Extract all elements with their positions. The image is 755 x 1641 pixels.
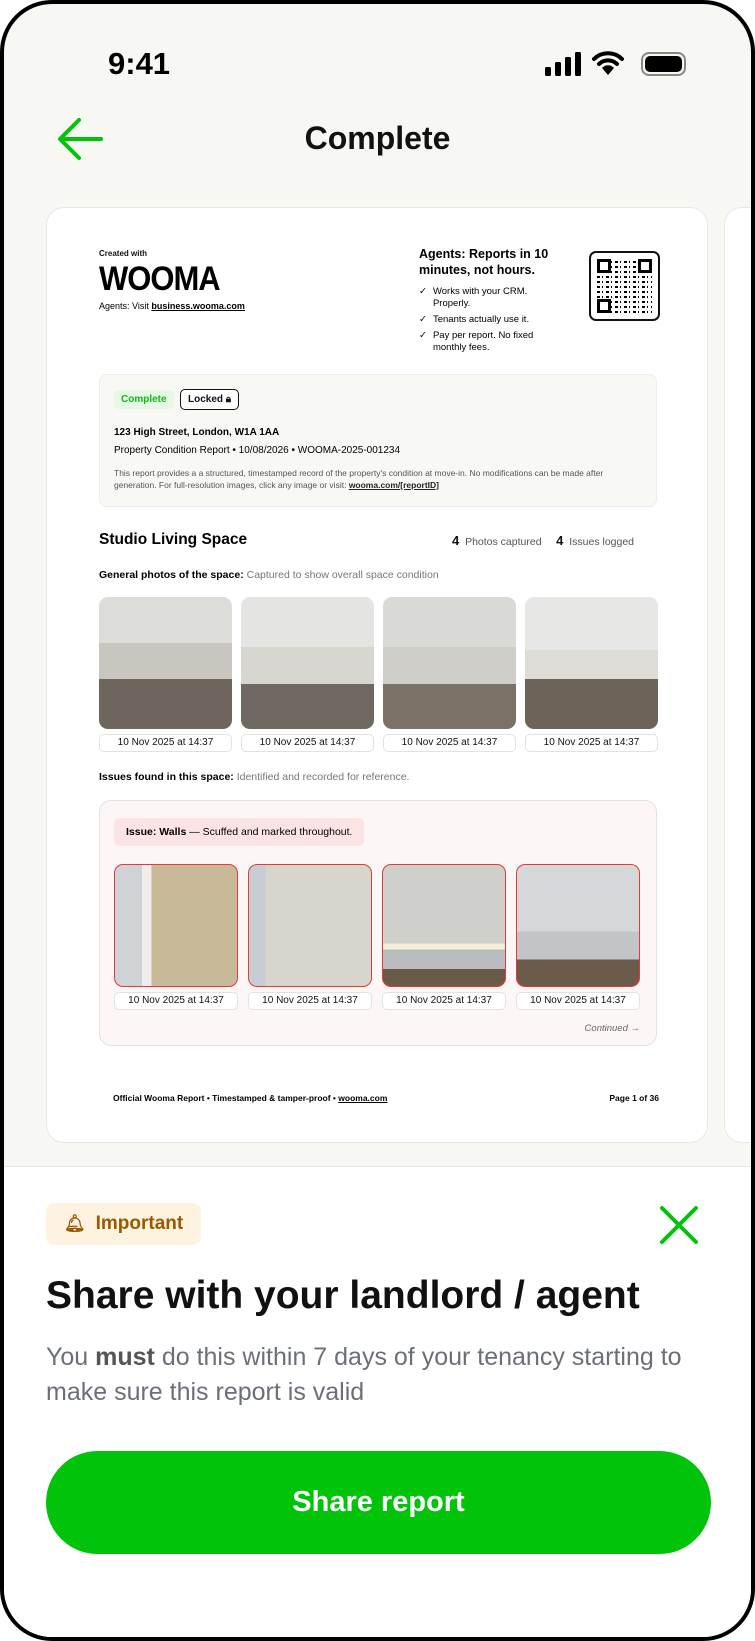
issue-photo[interactable] (114, 864, 238, 987)
room-title: Studio Living Space (99, 531, 248, 548)
issue-title: Issue: Walls — Scuffed and marked throughout. (114, 818, 364, 846)
page-number: Page 1 of 36 (609, 1093, 659, 1103)
issue-photo[interactable] (382, 864, 506, 987)
next-page-preview[interactable] (724, 207, 755, 1143)
photo-timestamp: 10 Nov 2025 at 14:37 (99, 734, 232, 752)
photo-timestamp: 10 Nov 2025 at 14:37 (241, 734, 374, 752)
wifi-icon (592, 50, 624, 76)
signal-icon (545, 52, 583, 76)
promo-points (419, 286, 549, 358)
sheet-body: You must do this within 7 days of your tenancy starting to make sure this report is valid (46, 1343, 682, 1406)
close-icon[interactable] (659, 1205, 699, 1245)
share-sheet (4, 1166, 751, 1641)
status-time: 9:41 (108, 46, 171, 81)
qr-code[interactable] (589, 251, 660, 321)
battery-icon (641, 52, 686, 76)
promo-point: ✓ Works with your CRM. Properly. (419, 286, 528, 309)
photo-timestamp: 10 Nov 2025 at 14:37 (383, 734, 516, 752)
created-with-label: Created with (99, 249, 148, 258)
business-link[interactable]: business.wooma.com (151, 301, 245, 311)
report-link[interactable]: wooma.com/[reportID] (348, 480, 440, 490)
photo-timestamp: 10 Nov 2025 at 14:37 (248, 992, 372, 1010)
important-badge: 🔔︎ Important (46, 1203, 201, 1245)
report-footer: Official Wooma Report • Timestamped & tamper-proof • wooma.com (113, 1093, 388, 1103)
report-meta: Property Condition Report • 10/08/2026 • WOOMA-2025-001234 (114, 445, 401, 456)
sheet-heading: Share with your landlord / agent (46, 1274, 640, 1317)
promo-title: Agents: Reports in 10 minutes, not hours. (419, 247, 549, 277)
promo-point: ✓ Pay per report. No fixed monthly fees. (419, 330, 534, 353)
complete-badge: Complete (114, 390, 174, 409)
room-counts: 4 Photos captured 4 Issues logged (452, 533, 635, 548)
page-title: Complete (304, 120, 451, 156)
issue-card (99, 800, 657, 1046)
report-summary (99, 374, 657, 507)
issues-label: Issues found in this space: Identified and recorded for reference. (99, 771, 410, 783)
agents-visit: Agents: Visit business.wooma.com (99, 301, 245, 311)
room-photo[interactable] (525, 597, 658, 729)
room-photo[interactable] (241, 597, 374, 729)
share-report-button[interactable]: Share report (46, 1451, 711, 1554)
check-icon: ✓ (419, 286, 427, 297)
room-photo[interactable] (99, 597, 232, 729)
footer-link[interactable]: wooma.com (338, 1093, 388, 1103)
promo-point: ✓ Tenants actually use it. (419, 314, 530, 325)
room-photo[interactable] (383, 597, 516, 729)
address: 123 High Street, London, W1A 1AA (114, 427, 280, 438)
general-photos-label: General photos of the space: Captured to show overall space condition (99, 569, 439, 581)
photo-timestamp: 10 Nov 2025 at 14:37 (114, 992, 238, 1010)
issue-photo[interactable] (248, 864, 372, 987)
check-icon: ✓ (419, 314, 427, 325)
locked-badge: Locked 🔒︎ (180, 389, 239, 410)
photo-timestamp: 10 Nov 2025 at 14:37 (382, 992, 506, 1010)
report-page-preview[interactable] (46, 207, 708, 1143)
report-description: This report provides a a structured, timestamped record of the property's condition at move-in. No modifications can be made after generation. For full-resolution images, click any image or visit: wooma.com/[reportID] (114, 468, 604, 490)
wooma-logo: WOOMA (99, 259, 220, 298)
photo-timestamp: 10 Nov 2025 at 14:37 (516, 992, 640, 1010)
lock-icon: 🔒︎ (225, 394, 232, 405)
issue-photo[interactable] (516, 864, 640, 987)
photo-timestamp: 10 Nov 2025 at 14:37 (525, 734, 658, 752)
bell-icon: 🔔︎ (64, 1214, 86, 1233)
check-icon: ✓ (419, 330, 427, 341)
continued-link[interactable]: Continued → (584, 1023, 640, 1034)
